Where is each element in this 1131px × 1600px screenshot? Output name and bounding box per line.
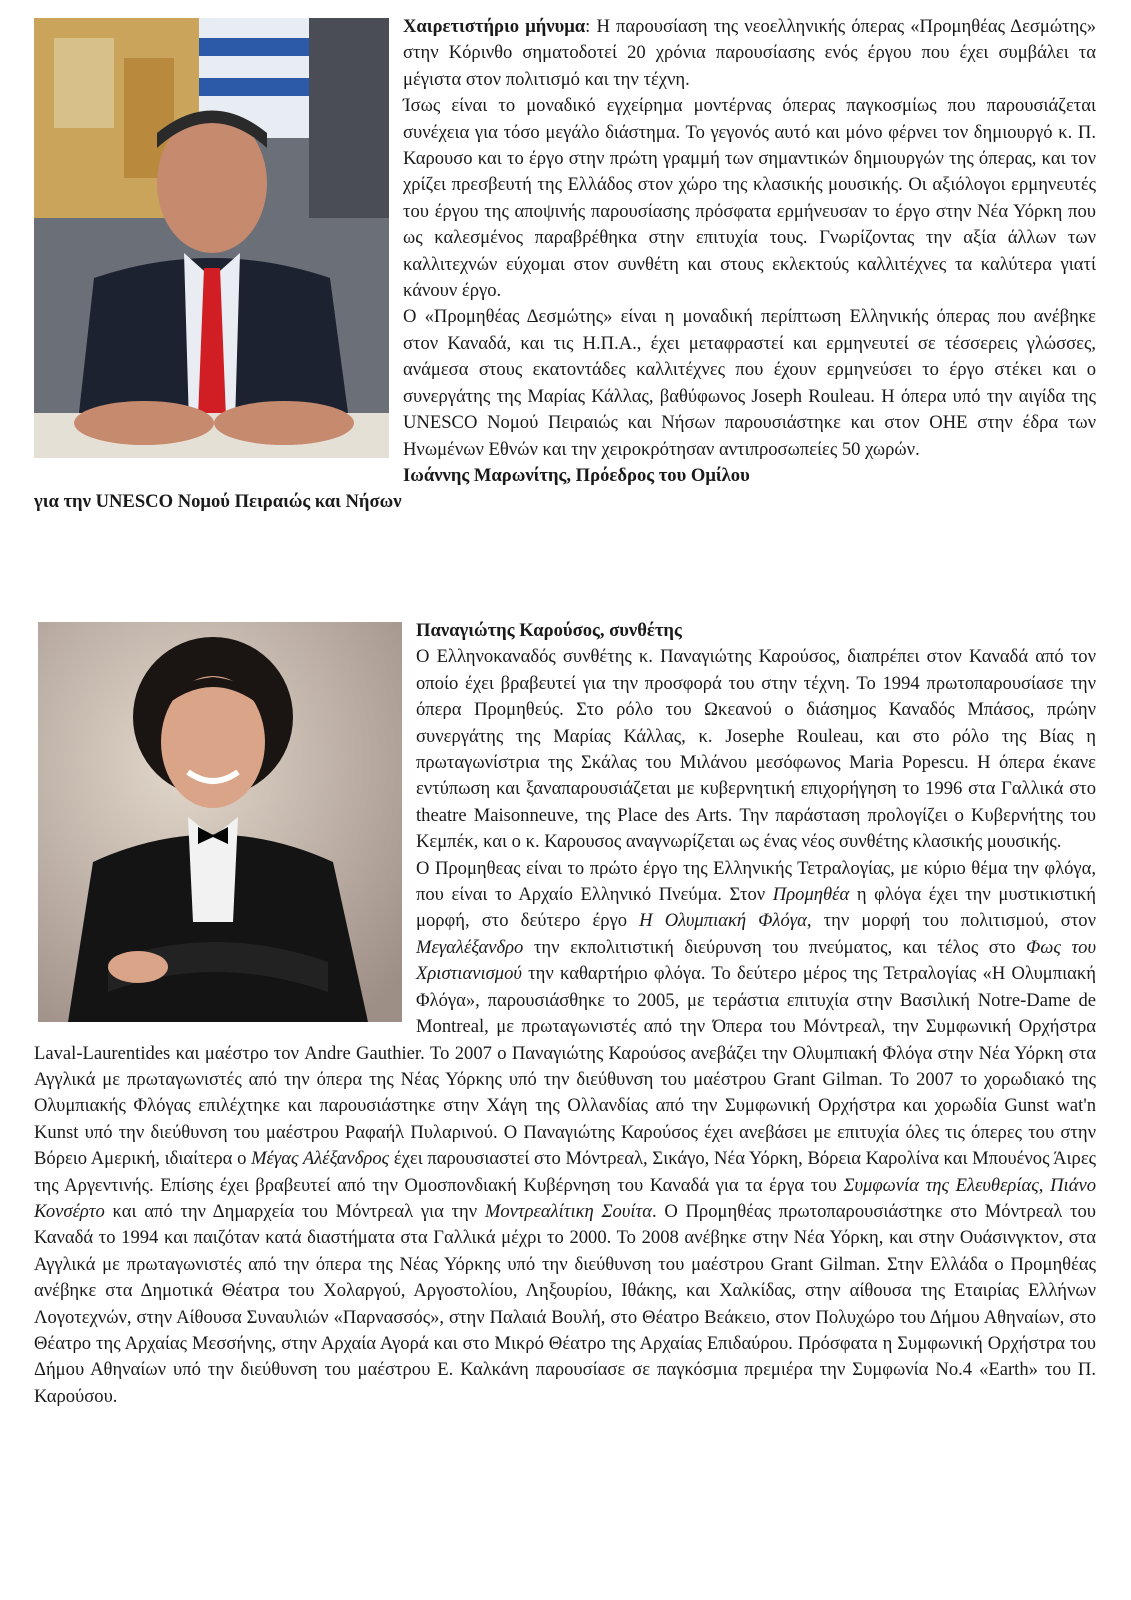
portrait-photo-president xyxy=(34,18,389,458)
work-title-alexander: Μεγαλέξανδρο xyxy=(416,936,524,958)
text-run: , την μορφή του πολιτισμού, στον xyxy=(806,910,1096,932)
portrait-photo-icon xyxy=(38,622,402,1022)
greeting-section xyxy=(34,14,1096,516)
text-run: η φλόγα έχει την μυστικιστική μορφή, στο δεύτερο έργο xyxy=(416,884,1097,932)
signature-line-2: για την UNESCO Νομού Πειραιώς και Νήσων xyxy=(34,491,402,513)
text-run: , xyxy=(1038,1174,1051,1196)
work-title-olympic-flame: Η Ολυμπιακή Φλόγα xyxy=(639,910,807,932)
text-run: Ο Προμηθεας είναι το πρώτο έργο της Ελληνικής Τετραλογίας, με κύριο θέμα την φλόγα, που είναι το Αρχαίο Ελληνικό Πνεύμα. Στον xyxy=(416,857,1096,906)
greeting-label: Χαιρετιστήριο μήνυμα xyxy=(403,16,586,37)
text-run: έχει παρουσιαστεί στο Μόντρεαλ, Σικάγο, Νέα Υόρκη, Βόρεια Καρολίνα και Μπουένος Άιρες της Αργεντινής. Επίσης έχει βραβευτεί από την Ομοσπονδιακή Κυβέρνηση του Καναδά για τα έργα του xyxy=(34,1148,1096,1196)
portrait-photo-composer xyxy=(38,622,402,1022)
greeting-lead-text: : Η παρουσίαση της νεοελληνικής όπερας «Προμηθέας Δεσμώτης» στην Κόρινθο σηματοδοτεί 20 χρόνια παρουσίασης ενός έργου που έχει συμβάλει τα μέγιστα στον πολιτισμό και την τέχνη. xyxy=(403,16,1096,90)
portrait-photo-icon xyxy=(34,18,389,458)
work-title-freedom-symphony: Συμφωνία της Ελευθερίας xyxy=(843,1174,1039,1196)
work-title-piano-concerto: Πιάνο Κονσέρτο xyxy=(34,1174,1096,1222)
work-title-light-of-christianity: Φως του Χριστιανισμού xyxy=(416,936,1097,985)
work-title-prometheus: Προμηθέα xyxy=(772,884,850,906)
composer-title: Παναγιώτης Καρούσος, συνθέτης xyxy=(416,620,682,641)
text-run: . Ο Προμηθέας πρωτοπαρουσιάστηκε στο Μόντρεαλ του Καναδά το 1994 και παιζόταν κατά διαστήματα στα Γαλλικά μέχρι το 2000. Το 2008 ανέβηκε στην Νέα Υόρκη, και στην Ουάσινγκτον, στα Αγγλικά με πρωταγωνιστές από την όπερα της Νέας Υόρκης υπό την διεύθυνση του μαέστρου Grant Gilman. Στην Ελλάδα ο Προμηθέας ανέβηκε στα Δημοτικά Θέατρα του Χολαργού, Αργοστολίου, Ληξουρίου, Ιθάκης, και Χαλκίδας, στην αίθουσα της Εταιρίας Ελλήνων Λογοτεχνών, στην Αίθουσα Συναυλιών «Παρνασσός», στην Παλαιά Βουλή, στο Θέατρο Βεάκειο, στον Πολυχώρο του Δήμου Αθηναίων, στο Θέατρο της Αρχαίας Μεσσήνης, στην Αρχαία Αγορά και στο Μικρό Θέατρο της Αρχαίας Επιδαύρου. Πρόσφατα η Συμφωνική Ορχήστρα του Δήμου Αθηναίων υπό την διεύθυνση του μαέστρου Ε. Καλκάνη παρουσίασε σε παγκόσμια πρεμιέρα την Συμφωνία No.4 «Earth» του Π. Καρούσου. xyxy=(34,1200,1096,1407)
composer-paragraph-1: Ο Ελληνοκαναδός συνθέτης κ. Παναγιώτης Καρούσος, διαπρέπει στον Καναδά από τον οποίο έχει βραβευτεί για την προσφορά του στην τέχνη. Το 1994 πρωτοπαρουσίασε την όπερα Προμηθεύς. Στο ρόλο του Ωκεανού ο διάσημος Καναδός Μπάσος, πρώην συνεργάτης της Μαρίας Κάλλας, κ. Josephe Rouleau, και στο ρόλο της Βίας η πρωταγωνίστρια της Σκάλας του Μιλάνου μεσόφωνος Maria Popescu. Η όπερα έκανε εντύπωση και ξαναπαρουσιάζεται με κυβερνητική επιχορήγηση το 1996 στα Γαλλικά στο theatre Maisonneuve, της Place des Arts. Την παράσταση προλογίζει ο Κυβερνήτης του Κεμπέκ, και ο κ. Καρουσος αναγνωρίζεται ως ένας νέος συνθέτης κλασικής μουσικής. xyxy=(416,646,1096,853)
text-run: την εκπολιτιστική διεύρυνση του πνεύματος, και τέλος στο xyxy=(523,936,1027,958)
greeting-paragraph-2: Ίσως είναι το μοναδικό εγχείρημα μοντέρνας όπερας παγκοσμίως που παρουσιάζεται συνέχεια για τόσο μεγάλο διάστημα. Το γεγονός αυτό και μόνο φέρνει τον δημιουργό κ. Π. Καρουσο και το έργο στην πρώτη γραμμή των σημαντικών δημιουργών της όπερας, και τον χρίζει πρεσβευτή της Ελλάδος στον χώρο της κλασικής μουσικής. Οι αξιόλογοι ερμηνευτές του έργου της αποψινής παρουσίασης πρόσφατα ερμήνευσαν το έργο στην Νέα Υόρκη που ως καλεσμένος παραβρέθηκα στην επιτυχία τους. Γνωρίζοντας την αξία άλλων των καλλιτεχνών εύχομαι στον συνθέτη και στους εκλεκτούς καλλιτέχνες τα καλύτερα γιατί κάνουν έργο. xyxy=(403,95,1096,302)
work-title-montreal-suite: Μοντρεαλίτικη Σουίτα xyxy=(484,1200,652,1222)
text-run: την καθαρτήριο φλόγα. Το δεύτερο μέρος της Τετραλογίας «Η Ολυμπιακή Φλόγα», παρουσιάσθηκε το 2005, με τεράστια επιτυχία στην Βασιλική Notre-Dame de Montreal, με πρωταγωνιστές από την Όπερα του Μόντρεαλ, την Συμφωνική Ορχήστρα Laval-Laurentides και μαέστρο τον Andre Gauthier. Το 2007 ο Παναγιώτης Καρούσος ανεβάζει την Ολυμπιακή Φλόγα στην Νέα Υόρκη στα Αγγλικά με πρωταγωνιστές από την όπερα της Νέας Υόρκης υπό την διεύθυνση του μαέστρου Grant Gilman. Το 2007 το χορωδιακό της Ολυμπιακής Φλόγας επιλέχτηκε και παρουσιάστηκε στην Χάγη της Ολλανδίας από την Συμφωνική Ορχήστρα και χορωδία Gunst wat'n Kunst υπό την διεύθυνση του μαέστρου Ραφαήλ Πυλαρινού. Ο Παναγιώτης Καρούσος έχει ανεβάσει με επιτυχία όλες τις όπερες του στην Βόρειο Αμερική, ιδιαίτερα ο xyxy=(34,963,1096,1170)
work-title-alexander-the-great: Μέγας Αλέξανδρος xyxy=(251,1148,390,1170)
signature-line-1: Ιωάννης Μαρωνίτης, Πρόεδρος του Ομίλου xyxy=(403,464,750,486)
text-run: και από την Δημαρχεία του Μόντρεαλ για την xyxy=(104,1200,485,1222)
composer-section xyxy=(34,618,1096,1410)
greeting-paragraph-3: Ο «Προμηθέας Δεσμώτης» είναι η μοναδική περίπτωση Ελληνικής όπερας που ανέβηκε στον Καναδά, και τις Η.Π.Α., έχει μεταφραστεί και ερμηνευτεί σε τέσσερεις γλώσσες, ανάμεσα στους εκατοντάδες καλλιτέχνες που έχουν ερμηνεύσει το έργο στέκει και ο συνεργάτης της Μαρίας Κάλλας, βαθύφωνος Joseph Rouleau. Η όπερα υπό την αιγίδα της UNESCO Νομού Πειραιώς και Νήσων παρουσιάστηκε και στον ΟΗΕ στην έδρα των Ηνωμένων Εθνών και την χειροκρότησαν αντιπροσωπείες 50 χωρών. xyxy=(403,306,1096,460)
